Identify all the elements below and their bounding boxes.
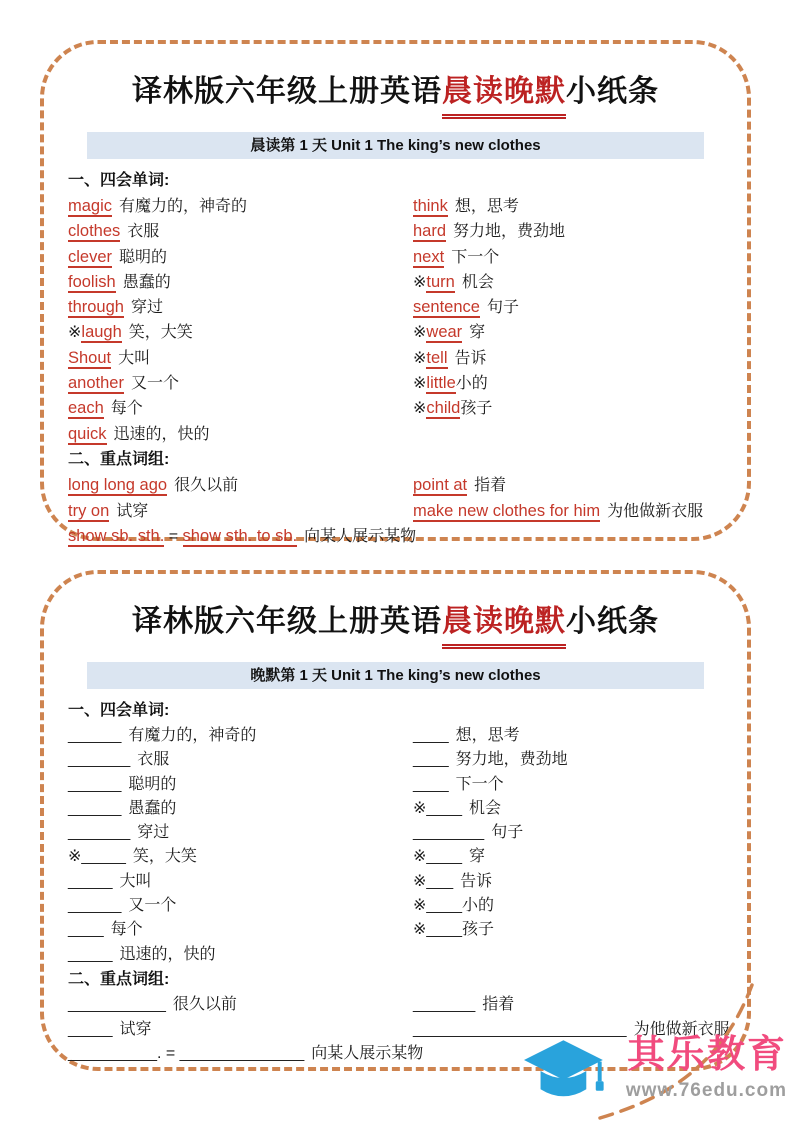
phrase-blank-row (413, 993, 730, 1018)
logo-text (606, 1032, 793, 1102)
word-row (413, 245, 723, 270)
star-marker: ※ (413, 848, 427, 866)
title-prefix: 译林版六年级上册英语 (132, 75, 442, 108)
chinese-meaning: 愚蠢的 (122, 273, 171, 291)
word-row (413, 194, 723, 219)
card2-word-columns (68, 724, 723, 967)
chinese-meaning: 为他做新衣服 (633, 1020, 730, 1038)
card2-phrases-section-label: 二、重点词组: (68, 970, 170, 988)
card1-phrases-right-column (413, 473, 723, 524)
word-row (413, 295, 723, 320)
english-word: Shout (68, 348, 112, 367)
star-marker: ※ (68, 848, 82, 866)
chinese-meaning: 又一个 (130, 375, 179, 393)
chinese-meaning: 衣服 (137, 751, 170, 769)
chinese-meaning: 试穿 (119, 1020, 152, 1038)
answer-blank: ______________ (179, 1045, 305, 1063)
english-word: hard (413, 222, 447, 241)
word-row (68, 320, 413, 345)
chinese-meaning: 小的 (455, 375, 488, 393)
english-word: through (68, 298, 124, 317)
english-phrase: show sb. sth. (68, 527, 165, 546)
phrase-row (68, 499, 413, 525)
chinese-meaning: 大叫 (118, 349, 151, 367)
page-title (44, 602, 747, 649)
card2-phrases-left-column (68, 993, 413, 1042)
english-word: foolish (68, 272, 116, 291)
word-blank-row (68, 797, 413, 821)
english-word: magic (68, 197, 113, 215)
english-word: sentence (413, 298, 480, 317)
chinese-meaning: 每个 (110, 921, 143, 939)
star-marker: ※ (413, 897, 427, 915)
english-word: clothes (68, 222, 121, 241)
answer-blank: _______ (413, 995, 476, 1013)
word-blank-row (413, 870, 723, 894)
chinese-meaning: 孩子 (462, 921, 495, 939)
english-word: next (413, 247, 445, 266)
word-row (68, 219, 413, 244)
word-blank-row (413, 724, 723, 748)
english-word: another (68, 374, 124, 393)
title-prefix: 译林版六年级上册英语 (132, 605, 442, 638)
star-marker: ※ (68, 324, 82, 342)
word-blank-row (413, 918, 723, 942)
chinese-meaning: 下一个 (451, 248, 500, 266)
answer-blank: ____ (413, 751, 449, 769)
word-blank-row (68, 845, 413, 869)
chinese-meaning: 向某人展示某物 (304, 528, 417, 546)
answer-blank: ____ (426, 921, 462, 939)
answer-blank: ____ (68, 921, 104, 939)
answer-blank: _____ (68, 1020, 113, 1038)
chinese-meaning: 聪明的 (119, 248, 168, 266)
card1-words-section-label: 一、四会单词: (68, 172, 170, 189)
card1-word-columns (68, 194, 723, 447)
chinese-meaning: 孩子 (460, 400, 493, 418)
answer-blank: ___ (426, 872, 454, 890)
chinese-meaning: 笑，大笑 (128, 324, 193, 342)
title-highlight: 晨读晚默 (442, 602, 566, 649)
word-row (68, 371, 413, 396)
chinese-meaning: 愚蠢的 (128, 799, 177, 817)
answer-blank: ____ (413, 775, 449, 793)
word-row (413, 396, 723, 421)
phrase-row (68, 473, 413, 499)
answer-blank: ____ (413, 727, 449, 744)
english-phrase: try on (68, 501, 110, 520)
english-word: clever (68, 247, 113, 266)
word-blank-row (413, 821, 723, 845)
chinese-meaning: 很久以前 (172, 995, 237, 1013)
card1-unit-header: 晨读第 1 天 Unit 1 The king’s new clothes (87, 132, 704, 159)
chinese-meaning: 下一个 (455, 775, 504, 793)
star-marker: ※ (413, 375, 427, 393)
english-word: little (426, 374, 456, 393)
chinese-meaning: 每个 (110, 400, 143, 418)
morning-reading-card (40, 40, 751, 546)
word-blank-row (413, 748, 723, 772)
card1-phrase-columns (68, 473, 723, 524)
chinese-meaning: 想，思考 (455, 727, 520, 744)
chinese-meaning: 有魔力的，神奇的 (119, 198, 248, 215)
chinese-meaning: 指着 (474, 476, 507, 494)
answer-blank: ______ (68, 799, 122, 817)
chinese-meaning: 衣服 (127, 223, 160, 241)
chinese-meaning: 穿 (469, 324, 486, 342)
word-row (68, 346, 413, 371)
answer-blank: ____ (426, 848, 462, 866)
chinese-meaning: 小的 (462, 897, 495, 915)
chinese-meaning: 又一个 (128, 897, 177, 915)
card2-words-section-label: 一、四会单词: (68, 702, 170, 719)
answer-blank: __________ (68, 1045, 157, 1063)
english-phrase: show sth. to sb. (182, 527, 298, 546)
page-title (44, 72, 747, 119)
answer-blank: ________________________ (413, 1020, 627, 1038)
word-blank-row (68, 724, 413, 748)
evening-dictation-card (40, 570, 751, 1071)
chinese-meaning: 很久以前 (174, 476, 239, 494)
word-row (413, 346, 723, 371)
word-blank-row (68, 870, 413, 894)
card2-words-right-column (413, 724, 723, 967)
english-word: child (426, 399, 461, 418)
word-row (68, 422, 413, 447)
star-marker: ※ (413, 273, 427, 291)
equals-sign: . = (156, 1045, 180, 1063)
card2-content (44, 689, 747, 1067)
card1-content (44, 159, 747, 550)
chinese-meaning: 告诉 (454, 349, 487, 367)
english-phrase: make new clothes for him (413, 501, 601, 520)
phrase-blank-row (68, 1018, 413, 1043)
phrase-row (413, 473, 723, 499)
chinese-meaning: 机会 (461, 273, 494, 291)
word-blank-row (413, 894, 723, 918)
answer-blank: _____ (68, 872, 113, 890)
chinese-meaning: 穿过 (130, 299, 163, 317)
chinese-meaning: 告诉 (460, 872, 493, 890)
word-row (68, 295, 413, 320)
chinese-meaning: 大叫 (119, 872, 152, 890)
word-blank-row (68, 748, 413, 772)
word-row (68, 396, 413, 421)
chinese-meaning: 句子 (486, 299, 519, 317)
chinese-meaning: 想，思考 (454, 198, 519, 215)
english-word: think (413, 197, 448, 215)
word-row (413, 219, 723, 244)
english-word: tell (426, 348, 448, 367)
english-word: quick (68, 424, 107, 443)
word-row (413, 270, 723, 295)
chinese-meaning: 努力地，费劲地 (453, 223, 566, 241)
word-row (413, 320, 723, 345)
word-row (68, 270, 413, 295)
answer-blank: _______ (68, 824, 131, 842)
english-word: wear (426, 323, 463, 342)
answer-blank: ________ (413, 824, 485, 842)
chinese-meaning: 为他做新衣服 (607, 502, 704, 520)
answer-blank: ____ (426, 799, 462, 817)
title-highlight: 晨读晚默 (442, 72, 566, 119)
site-logo (524, 1032, 793, 1122)
card2-unit-header: 晚默第 1 天 Unit 1 The king’s new clothes (87, 662, 704, 689)
word-row (68, 245, 413, 270)
chinese-meaning: 穿 (469, 848, 486, 866)
english-phrase: long long ago (68, 475, 168, 494)
word-row (68, 194, 413, 219)
chinese-meaning: 努力地，费劲地 (455, 751, 568, 769)
answer-blank: _______ (68, 751, 131, 769)
word-blank-row (413, 797, 723, 821)
chinese-meaning: 有魔力的，神奇的 (128, 727, 257, 744)
star-marker: ※ (413, 921, 427, 939)
answer-blank: ____ (426, 897, 462, 915)
answer-blank: ______ (68, 897, 122, 915)
chinese-meaning: 穿过 (137, 824, 170, 842)
card1-words-left-column (68, 194, 413, 447)
star-marker: ※ (413, 400, 427, 418)
word-blank-row (68, 894, 413, 918)
brand-url: www.76edu.com (625, 1080, 787, 1101)
equals-sign: = (164, 528, 183, 546)
chinese-meaning: 向某人展示某物 (311, 1045, 424, 1063)
english-phrase: point at (413, 475, 468, 494)
word-blank-row (68, 918, 413, 942)
card1-phrase-equation-row (68, 524, 723, 550)
answer-blank: _____ (68, 945, 113, 963)
star-marker: ※ (413, 324, 427, 342)
card1-phrases-section-label: 二、重点词组: (68, 450, 170, 468)
chinese-meaning: 试穿 (116, 502, 149, 520)
word-blank-row (413, 845, 723, 869)
word-blank-row (68, 773, 413, 797)
answer-blank: ______ (68, 727, 122, 744)
word-blank-row (68, 943, 413, 967)
chinese-meaning: 聪明的 (128, 775, 177, 793)
chinese-meaning: 笑，大笑 (132, 848, 197, 866)
answer-blank: _____ (81, 848, 126, 866)
brand-name: 其乐教育 (626, 1034, 787, 1076)
chinese-meaning: 指着 (482, 995, 515, 1013)
phrase-blank-row (68, 993, 413, 1018)
chinese-meaning: 机会 (469, 799, 502, 817)
chinese-meaning: 迅速的，快的 (113, 425, 210, 443)
chinese-meaning: 迅速的，快的 (119, 945, 216, 963)
title-suffix: 小纸条 (566, 75, 659, 108)
star-marker: ※ (413, 872, 427, 890)
english-word: each (68, 399, 104, 418)
card1-phrases-left-column (68, 473, 413, 524)
card1-words-right-column (413, 194, 723, 447)
chinese-meaning: 句子 (491, 824, 524, 842)
card2-words-left-column (68, 724, 413, 967)
english-word: laugh (81, 323, 122, 342)
graduation-cap-icon (524, 1038, 606, 1117)
english-word: turn (426, 272, 455, 291)
word-row (413, 371, 723, 396)
star-marker: ※ (413, 349, 427, 367)
word-blank-row (413, 773, 723, 797)
phrase-row (413, 499, 723, 525)
star-marker: ※ (413, 799, 427, 817)
title-suffix: 小纸条 (566, 605, 659, 638)
word-blank-row (68, 821, 413, 845)
answer-blank: ___________ (68, 995, 166, 1013)
answer-blank: ______ (68, 775, 122, 793)
